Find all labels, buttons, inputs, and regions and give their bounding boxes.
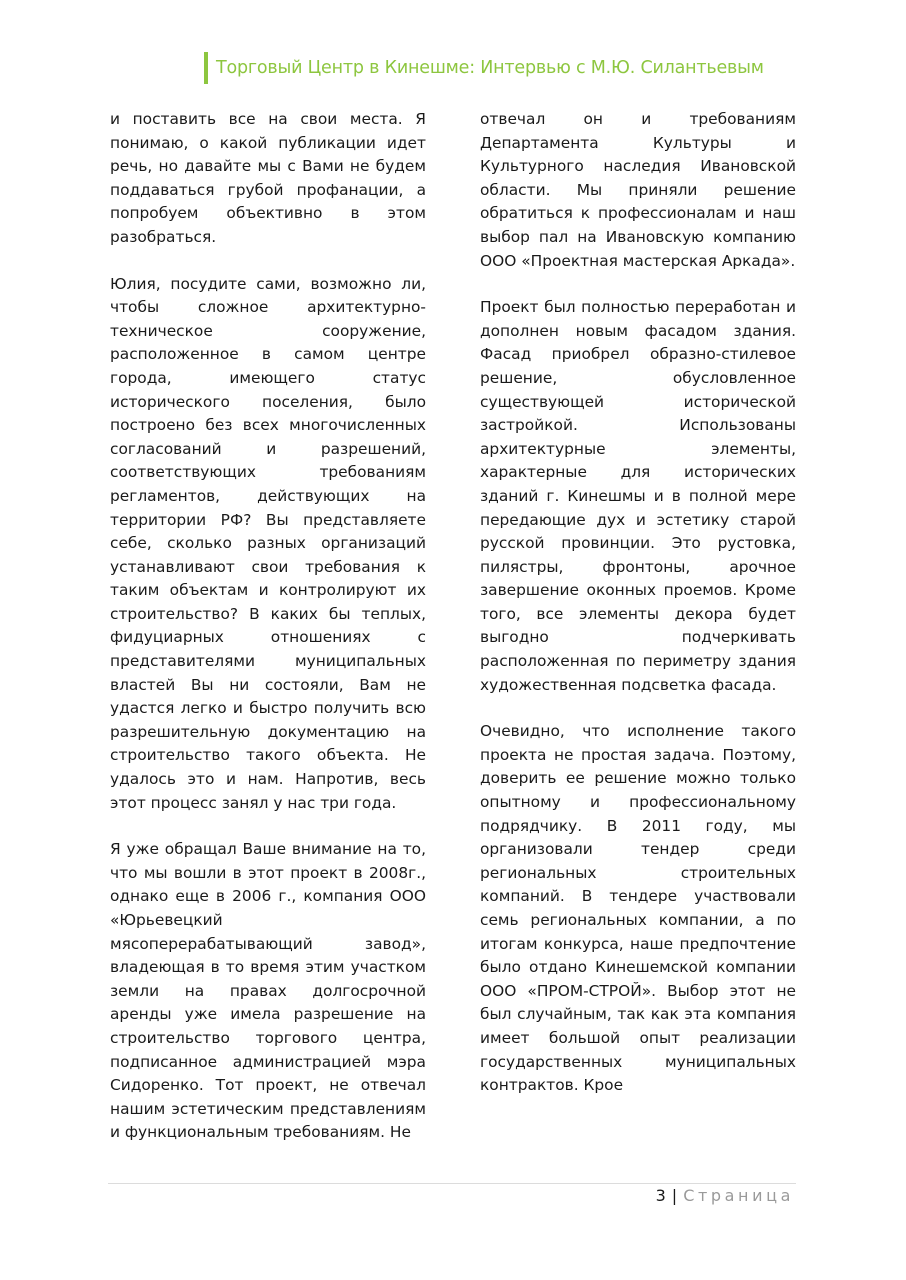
- left-column: [110, 108, 426, 1168]
- right-paragraph-3: Очевидно, что исполнение такого проекта не простая задача. Поэтому, доверить ее решение можно только опытному и профессиональному подрядчику. В 2011 году, мы организовали тендер среди региональных строительных компаний. В тендере участвовали семь региональных компании, а по итогам конкурса, наше предпочтение было отдано Кинешемской компании ООО «ПРОМ-СТРОЙ». Выбор этот не был случайным, так как эта компания имеет большой опыт реализации государственных муниципальных контрактов. Крое: [480, 722, 796, 1095]
- header-title: Торговый Центр в Кинешме: Интервью с М.Ю. Силантьевым: [216, 58, 764, 78]
- right-column: [480, 108, 796, 1121]
- page-footer: [656, 1186, 794, 1205]
- footer-separator: |: [671, 1186, 678, 1205]
- right-paragraph-1: отвечал он и требованиям Департамента Культуры и Культурного наследия Ивановской области. Мы приняли решение обратиться к профессионалам и наш выбор пал на Ивановскую компанию ООО «Проектная мастерская Аркада».: [480, 110, 796, 270]
- left-paragraph-2: Юлия, посудите сами, возможно ли, чтобы сложное архитектурно-техническое сооружение, расположенное в самом центре города, имеющего статус исторического поселения, было построено без всех многочисленных согласований и разрешений, соответствующих требованиям регламентов, действующих на территории РФ? Вы представляете себе, сколько разных организаций устанавливают свои требования к таким объектам и контролируют их строительство? В каких бы теплых, фидуциарных отношениях с представителями муниципальных властей Вы ни состояли, Вам не удастся легко и быстро получить всю разрешительную документацию на строительство такого объекта. Не удалось это и нам. Напротив, весь этот процесс занял у нас три года.: [110, 274, 426, 812]
- running-header: [204, 52, 764, 84]
- right-paragraph-2: Проект был полностью переработан и дополнен новым фасадом здания. Фасад приобрел образно-стилевое решение, обусловленное существующей исторической застройкой. Использованы архитектурные элементы, характерные для исторических зданий г. Кинешмы и в полной мере передающие дух и эстетику старой русской провинции. Это рустовка, пилястры, фронтоны, арочное завершение оконных проемов. Кроме того, все элементы декора будет выгодно подчеркивать расположенная по периметру здания художественная подсветка фасада.: [480, 298, 796, 694]
- page-number: 3: [655, 1186, 666, 1205]
- left-paragraph-1: и поставить все на свои места. Я понимаю, о какой публикации идет речь, но давайте мы с Вами не будем поддаваться грубой профанации, а попробуем объективно в этом разобраться.: [110, 110, 426, 246]
- footer-divider: [108, 1183, 796, 1184]
- left-paragraph-3: Я уже обращал Ваше внимание на то, что мы вошли в этот проект в 2008г., однако еще в 2006 г., компания ООО «Юрьевецкий мясоперерабатывающий завод», владеющая в то время этим участком земли на правах долгосрочной аренды уже имела разрешение на строительство торгового центра, подписанное администрацией мэра Сидоренко. Тот проект, не отвечал нашим эстетическим представлениям и функциональным требованиям. Не: [110, 840, 426, 1142]
- page-word: Страница: [683, 1186, 794, 1205]
- header-accent-bar: [204, 52, 208, 84]
